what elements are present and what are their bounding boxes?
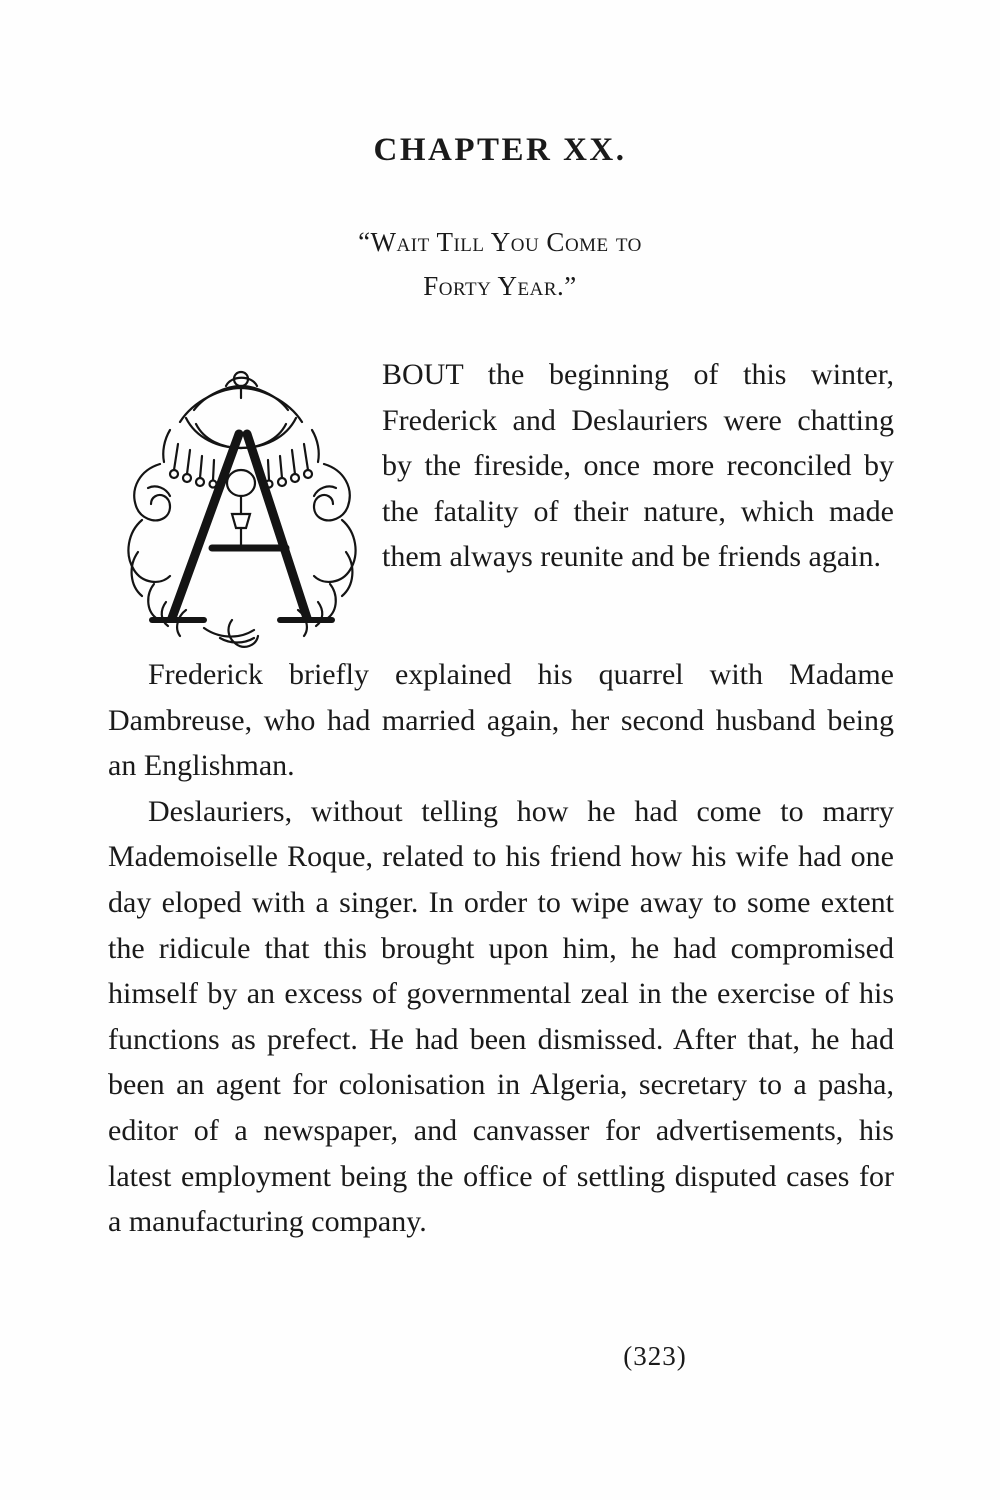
- first-paragraph-block: [108, 352, 894, 652]
- paragraph-3: Deslauriers, without telling how he had come to marry Mademoiselle Roque, related to his friend how his wife had one day eloped with a singer. In order to wipe away to some extent the ridicule that this brought upon him, he had compromised himself by an excess of governmental zeal in the exercise of his functions as prefect. He had been dismissed. After that, he had been an agent for colonisation in Algeria, secretary to a pasha, editor of a newspaper, and canvasser for advertisements, his latest employment being the office of settling disputed cases for a manufacturing company.: [108, 794, 894, 1239]
- chapter-subtitle-line-1: “Wait Till You Come to: [358, 227, 642, 257]
- page-number: [0, 1341, 1000, 1372]
- page-number-value: (323): [623, 1341, 687, 1371]
- paragraph-2: Frederick briefly explained his quarrel with Madame Dambreuse, who had married again, her second husband being an Englishman.: [108, 658, 894, 783]
- page-title: CHAPTER XX.: [373, 132, 627, 168]
- chapter-subtitle: [0, 169, 1000, 308]
- ornamental-drop-cap-a-icon: [108, 352, 376, 652]
- chapter-subtitle-line-2: Forty Year.”: [423, 270, 577, 301]
- paragraph-1-lead: BOUT: [382, 358, 464, 391]
- body-text: [108, 352, 894, 1245]
- paragraph-1-text: the beginning of this winter, Frederick and Deslauriers were chatting by the fireside, once more reconciled by the fatality of their nature, which made them always reunite and be friends again.: [382, 358, 894, 574]
